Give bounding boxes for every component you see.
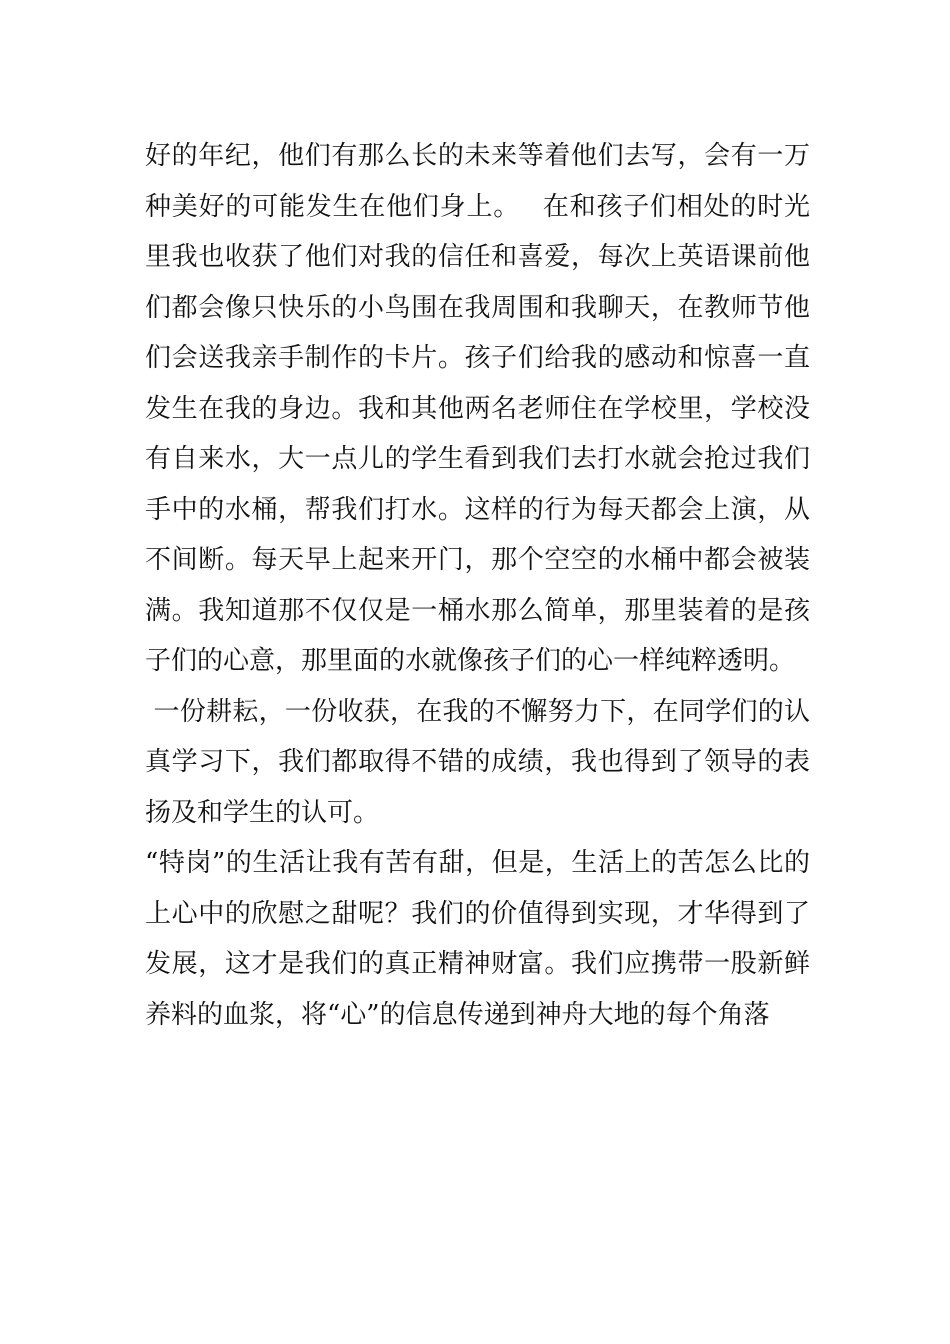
text-line: 扬及和学生的认可。: [145, 797, 380, 828]
text-line: 养料的血浆，将“心”的信息传递到神舟大地的每个角落: [145, 999, 770, 1030]
text-line: 有自来水，大一点儿的学生看到我们去打水就会抢过我们: [145, 444, 810, 474]
text-line: 手中的水桶，帮我们打水。这样的行为每天都会上演，从: [145, 494, 810, 525]
text-line: 们会送我亲手制作的卡片。孩子们给我的感动和惊喜一直: [145, 343, 810, 373]
text-line: 好的年纪，他们有那么长的未来等着他们去写，会有一万: [145, 141, 810, 171]
text-line: 发展，这才是我们的真正精神财富。我们应携带一股新鲜: [145, 949, 810, 979]
text-line: “特岗”的生活让我有苦有甜，但是，生活上的苦怎么比的: [145, 848, 810, 878]
text-line: 上心中的欣慰之甜呢？我们的价值得到实现，才华得到了: [145, 898, 810, 929]
body-text: [145, 131, 810, 1040]
text-line: 不间断。每天早上起来开门，那个空空的水桶中都会被装: [145, 545, 810, 575]
text-line: 们都会像只快乐的小鸟围在我周围和我聊天，在教师节他: [145, 292, 810, 323]
text-line: 种美好的可能发生在他们身上。 在和孩子们相处的时光: [145, 191, 810, 222]
text-line: 里我也收获了他们对我的信任和喜爱，每次上英语课前他: [145, 242, 810, 272]
text-line: 一份耕耘，一份收获，在我的不懈努力下，在同学们的认: [145, 696, 810, 727]
text-line: 真学习下，我们都取得不错的成绩，我也得到了领导的表: [145, 747, 810, 777]
text-line: 子们的心意，那里面的水就像孩子们的心一样纯粹透明。: [145, 646, 796, 676]
text-line: 发生在我的身边。我和其他两名老师住在学校里，学校没: [145, 393, 810, 424]
text-line: 满。我知道那不仅仅是一桶水那么简单，那里装着的是孩: [145, 595, 810, 626]
